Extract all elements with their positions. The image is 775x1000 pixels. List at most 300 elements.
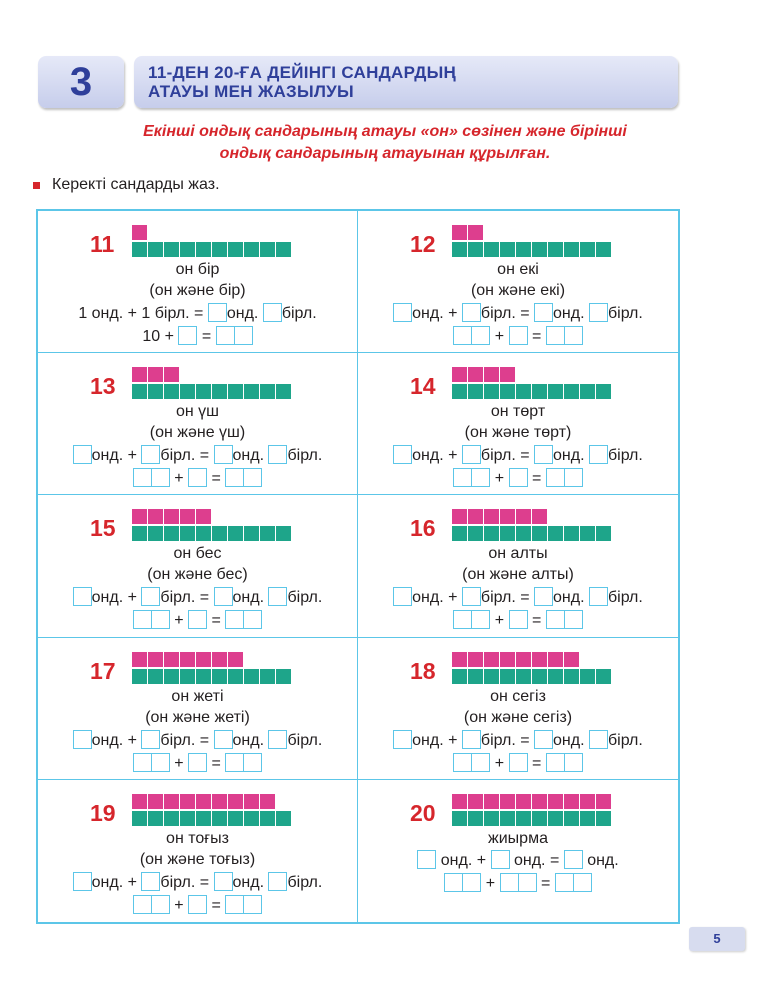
decomposition-line: онд. + бірл. = онд. бірл. [358,587,678,607]
exercise-cell-11 [38,211,358,353]
cell-number: 15 [90,515,116,542]
sum-line: + = [358,873,678,893]
answer-box[interactable] [546,753,565,772]
decomposition-line: онд. + онд. = онд. [358,850,678,870]
ten-block [452,811,467,826]
ten-block [596,384,611,399]
ten-block [132,811,147,826]
answer-box[interactable] [133,610,152,629]
rule-text [40,121,730,165]
answer-box[interactable] [546,468,565,487]
exercise-cell-14 [358,353,678,495]
ten-block [180,669,195,684]
tens-blocks [452,384,611,399]
unit-block [468,794,483,809]
ten-block [516,384,531,399]
unit-block [452,367,467,382]
units-blocks [452,225,483,240]
tens-blocks [452,526,611,541]
answer-box[interactable] [471,326,490,345]
unit-block [468,225,483,240]
tens-blocks [132,669,291,684]
tens-blocks [132,526,291,541]
number-name: он сегіз [490,687,546,705]
answer-box[interactable] [589,303,608,322]
sum-base: 10 + [142,328,174,345]
answer-box[interactable] [573,873,592,892]
tens-blocks [452,811,611,826]
unit-block [212,652,227,667]
answer-box[interactable] [141,730,160,749]
unit-block [484,509,499,524]
units-blocks [452,794,611,809]
unit-block [244,794,259,809]
answer-box[interactable] [151,895,170,914]
bullet-icon [33,182,40,189]
answer-box[interactable] [188,610,207,629]
number-desc: (он және төрт) [464,424,572,442]
answer-box[interactable] [73,445,92,464]
number-desc: (он және алты) [462,566,574,584]
ten-block [164,242,179,257]
unit-block [500,794,515,809]
unit-block [148,794,163,809]
answer-box[interactable] [141,587,160,606]
ten-block [212,384,227,399]
ten-block [468,669,483,684]
answer-box[interactable] [471,610,490,629]
answer-box[interactable] [214,587,233,606]
ten-block [500,811,515,826]
lesson-title [134,56,678,108]
ten-block [148,384,163,399]
unit-block [548,794,563,809]
ten-block [196,669,211,684]
answer-box[interactable] [471,753,490,772]
units-blocks [452,367,515,382]
answer-box[interactable] [453,326,472,345]
number-words [38,543,357,585]
unit-block [596,794,611,809]
answer-box[interactable] [225,468,244,487]
unit-block [228,652,243,667]
ten-block [196,242,211,257]
ten-block [260,384,275,399]
answer-box[interactable] [534,730,553,749]
ten-block [468,242,483,257]
answer-box[interactable] [208,303,227,322]
ten-block [468,526,483,541]
unit-block [500,509,515,524]
answer-box[interactable] [509,468,528,487]
unit-block [180,509,195,524]
ten-block [564,242,579,257]
number-name: он үш [175,403,219,421]
number-name: он алты [488,545,548,563]
answer-box[interactable] [151,610,170,629]
ten-block [580,242,595,257]
unit-block [516,509,531,524]
sum-line: + = [358,326,678,346]
unit-block [580,794,595,809]
number-name: он бес [173,545,222,563]
ten-block [228,811,243,826]
answer-box[interactable] [188,753,207,772]
answer-box[interactable] [73,587,92,606]
instruction-text: Керекті сандарды жаз. [52,176,220,193]
answer-box[interactable] [546,326,565,345]
answer-box[interactable] [243,468,262,487]
ten-block [532,242,547,257]
answer-box[interactable] [243,753,262,772]
ten-block [596,242,611,257]
ten-block [564,384,579,399]
ten-block [484,811,499,826]
answer-box[interactable] [564,610,583,629]
units-blocks [452,652,579,667]
answer-box[interactable] [133,753,152,772]
answer-box[interactable] [491,850,510,869]
answer-box[interactable] [225,753,244,772]
rule-line1: Екінші ондық сандарының атауы «он» сөзінен және бірінші [143,123,627,140]
unit-block [212,794,227,809]
number-desc: (он және жеті) [145,708,250,726]
answer-box[interactable] [509,326,528,345]
unit-block [180,794,195,809]
unit-block [548,652,563,667]
answer-box[interactable] [417,850,436,869]
number-words [358,401,678,443]
cell-number: 20 [410,799,436,826]
unit-block [196,652,211,667]
answer-box[interactable] [225,610,244,629]
sum-line: + = [358,468,678,488]
answer-box[interactable] [564,468,583,487]
exercise-grid [36,209,680,924]
ten-block [244,811,259,826]
cell-number: 14 [410,373,436,400]
answer-box[interactable] [151,468,170,487]
unit-block [132,794,147,809]
answer-box[interactable] [243,895,262,914]
ten-block [548,669,563,684]
answer-box[interactable] [555,873,574,892]
number-words [358,686,678,728]
ten-block [532,384,547,399]
answer-box[interactable] [500,873,519,892]
ten-block [212,526,227,541]
answer-box[interactable] [393,730,412,749]
ten-block [228,242,243,257]
number-desc: (он және тоғыз) [139,850,256,868]
sum-line: + = [38,468,357,488]
answer-box[interactable] [393,587,412,606]
unit-block [148,652,163,667]
unit-block [500,367,515,382]
answer-box[interactable] [453,610,472,629]
answer-box[interactable] [141,445,160,464]
ten-block [244,242,259,257]
answer-box[interactable] [453,753,472,772]
answer-box[interactable] [589,730,608,749]
cell-number: 13 [90,373,116,400]
exercise-cell-15 [38,495,358,637]
answer-box[interactable] [462,587,481,606]
ten-block [228,384,243,399]
unit-block [196,509,211,524]
cell-number: 19 [90,799,116,826]
answer-box[interactable] [509,610,528,629]
ten-block [484,526,499,541]
answer-box[interactable] [564,850,583,869]
unit-block [452,225,467,240]
answer-box[interactable] [225,895,244,914]
tens-blocks [452,669,611,684]
ten-block [564,669,579,684]
page-number: 5 [689,927,745,951]
number-words [38,686,357,728]
answer-box[interactable] [268,872,287,891]
answer-box[interactable] [234,326,253,345]
answer-box[interactable] [444,873,463,892]
ten-block [516,526,531,541]
number-words [358,543,678,585]
units-blocks [132,509,211,524]
ten-block [260,811,275,826]
unit-block [468,509,483,524]
ten-block [132,669,147,684]
unit-block [132,509,147,524]
ten-block [132,526,147,541]
unit-block [564,652,579,667]
tens-blocks [452,242,611,257]
sum-line: + = [38,610,357,630]
answer-box[interactable] [564,753,583,772]
unit-block [484,367,499,382]
ten-block [276,242,291,257]
decomposition-line: онд. + бірл. = онд. бірл. [358,730,678,750]
answer-box[interactable] [73,730,92,749]
decomposition-line: онд. + бірл. = онд. бірл. [38,872,357,892]
ten-block [196,811,211,826]
answer-box[interactable] [178,326,197,345]
ten-block [532,669,547,684]
answer-box[interactable] [268,445,287,464]
exercise-cell-13 [38,353,358,495]
answer-box[interactable] [393,303,412,322]
rule-line2: ондық сандарының атауынан құрылған. [219,145,551,162]
sum-line: 10 + = [38,326,357,346]
unit-block [164,367,179,382]
number-words [38,828,357,870]
answer-box[interactable] [133,468,152,487]
ten-block [196,526,211,541]
ten-block [580,384,595,399]
ten-block [148,242,163,257]
unit-block [516,794,531,809]
ten-block [516,669,531,684]
number-desc: (он және бес) [147,566,248,584]
number-words [358,259,678,301]
answer-box[interactable] [518,873,537,892]
ten-block [452,526,467,541]
units-blocks [452,509,547,524]
answer-box[interactable] [534,303,553,322]
answer-box[interactable] [393,445,412,464]
answer-box[interactable] [509,753,528,772]
answer-box[interactable] [141,872,160,891]
ten-block [164,526,179,541]
tens-blocks [132,811,291,826]
ten-block [244,384,259,399]
ten-block [564,811,579,826]
answer-box[interactable] [268,730,287,749]
answer-box[interactable] [151,753,170,772]
ten-block [468,811,483,826]
unit-block [484,652,499,667]
ten-block [580,811,595,826]
number-desc: (он және бір) [149,282,246,299]
answer-box[interactable] [243,610,262,629]
cell-number: 17 [90,657,116,684]
ten-block [516,811,531,826]
answer-box[interactable] [214,730,233,749]
ten-block [244,669,259,684]
unit-block [452,794,467,809]
answer-box[interactable] [188,895,207,914]
ten-block [228,669,243,684]
unit-block [148,509,163,524]
unit-block [164,794,179,809]
unit-block [148,367,163,382]
decomposition-line: онд. + бірл. = онд. бірл. [358,303,678,323]
decomposition-line: онд. + бірл. = онд. бірл. [38,587,357,607]
lesson-title-line2: АТАУЫ МЕН ЖАЗЫЛУЫ [148,82,354,101]
decomposition-line: 1 онд. + 1 бірл. = онд. бірл. [78,305,317,322]
unit-block [164,652,179,667]
answer-box[interactable] [462,873,481,892]
ten-block [212,669,227,684]
ten-block [212,811,227,826]
cell-number: 18 [410,657,436,684]
answer-box[interactable] [263,303,282,322]
sum-line: + = [38,895,357,915]
exercise-cell-16 [358,495,678,637]
ten-block [164,811,179,826]
ten-block [548,526,563,541]
ten-block [548,811,563,826]
ten-block [164,384,179,399]
exercise-cell-17 [38,638,358,780]
ten-block [276,811,291,826]
unit-block [132,225,147,240]
sum-line: + = [358,753,678,773]
units-blocks [132,652,243,667]
sum-line: + = [358,610,678,630]
unit-block [532,652,547,667]
ten-block [164,669,179,684]
answer-box[interactable] [133,895,152,914]
answer-box[interactable] [214,872,233,891]
answer-box[interactable] [589,445,608,464]
lesson-number-badge: 3 [38,56,124,108]
ten-block [244,526,259,541]
answer-box[interactable] [216,326,235,345]
ten-block [180,526,195,541]
answer-box[interactable] [214,445,233,464]
unit-block [228,794,243,809]
answer-box[interactable] [471,468,490,487]
cell-number: 12 [410,231,436,257]
ten-block [452,242,467,257]
ten-block [484,669,499,684]
number-desc: (он және сегіз) [463,708,573,726]
ten-block [548,242,563,257]
ten-block [596,811,611,826]
unit-block [452,509,467,524]
answer-box[interactable] [462,730,481,749]
unit-block [532,509,547,524]
number-name: он бір [175,261,220,278]
ten-block [468,384,483,399]
number-name: он жеті [171,687,224,705]
answer-box[interactable] [73,872,92,891]
exercise-cell-20 [358,780,678,922]
number-words [358,828,678,849]
cell-number: 16 [410,515,436,542]
unit-block [164,509,179,524]
answer-box[interactable] [564,326,583,345]
unit-block [468,652,483,667]
units-blocks [132,794,275,809]
unit-block [564,794,579,809]
answer-box[interactable] [453,468,472,487]
ten-block [276,526,291,541]
answer-box[interactable] [268,587,287,606]
ten-block [132,242,147,257]
decomposition-line: онд. + бірл. = онд. бірл. [38,730,357,750]
answer-box[interactable] [589,587,608,606]
number-name: он екі [497,261,539,278]
answer-box[interactable] [188,468,207,487]
ten-block [596,526,611,541]
ten-block [180,384,195,399]
answer-box[interactable] [462,303,481,322]
ten-block [276,669,291,684]
ten-block [564,526,579,541]
answer-box[interactable] [546,610,565,629]
answer-box[interactable] [534,587,553,606]
ten-block [196,384,211,399]
sum-line: + = [38,753,357,773]
exercise-cell-12 [358,211,678,353]
unit-block [516,652,531,667]
ten-block [484,384,499,399]
unit-block [532,794,547,809]
answer-box[interactable] [462,445,481,464]
decomposition-line: онд. + бірл. = онд. бірл. [38,445,357,465]
ten-block [260,242,275,257]
tens-blocks [132,384,291,399]
ten-block [484,242,499,257]
ten-block [148,811,163,826]
answer-box[interactable] [534,445,553,464]
ten-block [212,242,227,257]
unit-block [196,794,211,809]
ten-block [132,384,147,399]
unit-block [500,652,515,667]
unit-block [452,652,467,667]
